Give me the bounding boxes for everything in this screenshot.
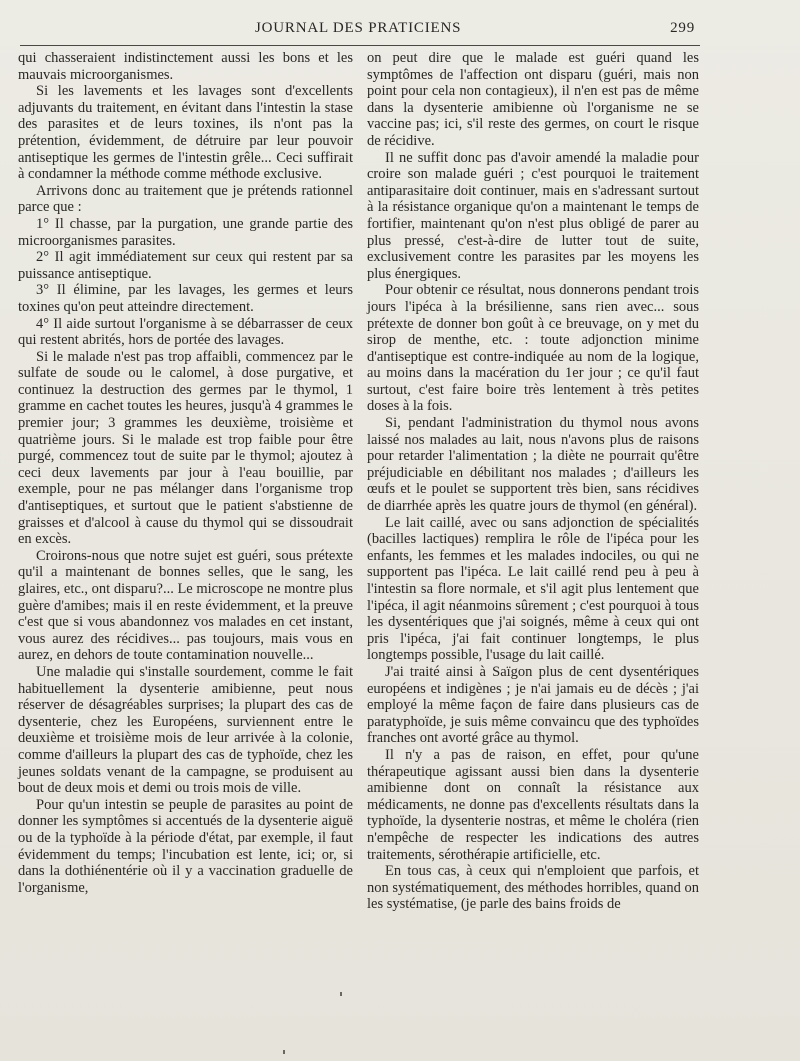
left-column — [18, 50, 353, 896]
right-column — [367, 50, 699, 913]
list-item: 4° Il aide surtout l'organisme à se débarrasser de ceux qui restent abrités, hors de portée des lavages. — [18, 315, 353, 349]
journal-title: JOURNAL DES PRATICIENS — [255, 20, 462, 36]
header-rule — [20, 45, 700, 46]
paragraph: Pour qu'un intestin se peuple de parasites au point de donner les symptômes si accentués de la dysenterie aiguë ou de la typhoïde à la période d'état, par exemple, il faut évidemment du temps; l'incubation est lente, ici; or, si dans la dothiénentérie où il y a vaccination graduelle de l'organisme, — [18, 796, 353, 896]
paragraph: Si les lavements et les lavages sont d'excellents adjuvants du traitement, en évitant dans l'intestin la stase des parasites et de leurs toxines, ils n'ont pas la prétention, évidemment, de détruire par leur pouvoir antiseptique les germes de l'intestin grêle... Ceci suffirait à condamner la méthode comme méthode exclusive. — [18, 83, 353, 183]
paragraph: Croirons-nous que notre sujet est guéri, sous prétexte qu'il a maintenant de bonnes selles, que le sang, les glaires, etc., ont disparu?... Le microscope ne montre plus guère d'amibes; mais il en reste évidemment, et la preuve c'est que si vous abandonnez vos malades en cet instant, vous aurez des récidives... pas toujours, mais vous en aurez, en dehors de toute contamination nouvelle... — [18, 547, 354, 664]
paragraph: Il n'y a pas de raison, en effet, pour qu'une thérapeutique agissant aussi bien dans la dysenterie amibienne dont on connaît la résistance aux médicaments, ne donne pas d'excellents résultats dans la typhoïde, la dysenterie nostras, et même le choléra (rien n'empêche de respecter les indications des autres traitements, sérothérapie artificielle, etc. — [367, 746, 699, 863]
list-item: 1° Il chasse, par la purgation, une grande partie des microorganismes parasites. — [18, 215, 353, 249]
paragraph: Arrivons donc au traitement que je prétends rationnel parce que : — [18, 182, 353, 216]
paragraph: En tous cas, à ceux qui n'emploient que parfois, et non systématiquement, des méthodes horribles, quand on les systématise, (je parle des bains froids de — [367, 863, 699, 913]
list-item: 2° Il agit immédiatement sur ceux qui restent par sa puissance antiseptique. — [18, 249, 353, 282]
paragraph: Pour obtenir ce résultat, nous donnerons pendant trois jours l'ipéca à la brésilienne, sans rien avec... sous prétexte de donner bon goût à ce breuvage, on y met du sirop de menthe, etc. : toute adjonction minime d'antiseptique est contre-indiquée au nom de la logique, au moins dans la macération du 1er jour ; ce qu'il faut surtout, c'est faire boire très lentement à très petites doses à la fois. — [367, 282, 699, 415]
paragraph: on peut dire que le malade est guéri quand les symptômes de l'affection ont disparu (guéri, mais non point pour cela non contagieux), il n'en est pas de même dans la dysenterie amibienne où l'organisme ne se vaccine pas; ici, s'il reste des germes, on court le risque de récidive. — [367, 50, 699, 149]
paragraph: qui chasseraient indistinctement aussi les bons et les mauvais microorganismes. — [18, 50, 353, 83]
paragraph: Si, pendant l'administration du thymol nous avons laissé nos malades au lait, nous n'avons plus de raisons pour retarder l'alimentation ; la diète ne pourrait qu'être préjudiciable en débilitant nos malades ; d'ailleurs les œufs et le poulet se supportent très bien, sans récidives de diarrhée après les quatre jours de thymol (en général). — [367, 415, 699, 515]
running-head — [255, 20, 695, 40]
paragraph: Le lait caillé, avec ou sans adjonction de spécialités (bacilles lactiques) remplira le rôle de l'ipéca pour les enfants, les femmes et les malades indociles, ou qui ne supportent pas l'ipéca. Le lait caillé rend peu à peu à l'intestin sa flore normale, et s'il agit plus lentement que l'ipéca, il agit néanmoins sûrement ; c'est pourquoi à tous les dysentériques que j'ai soignés, même à ceux qui ont pris l'ipéca, j'ai fait continuer longtemps, le plus longtemps possible, l'usage du lait caillé. — [367, 514, 699, 664]
page-number: 299 — [670, 20, 695, 36]
list-item: 3° Il élimine, par les lavages, les germes et leurs toxines qu'on peut atteindre directement. — [18, 282, 353, 315]
paragraph: Il ne suffit donc pas d'avoir amendé la maladie pour croire son malade guéri ; c'est pourquoi le traitement antiparasitaire doit continuer, mais en s'adressant surtout à la résistance organique qu'on a maintenant le temps de fortifier, maintenant qu'on n'est plus obligé de parer au plus pressé, c'est-à-dire de lutter tout de suite, exclusivement contre les parasites par les moyens les plus énergiques. — [367, 149, 699, 282]
paragraph: J'ai traité ainsi à Saïgon plus de cent dysentériques européens et indigènes ; je n'ai jamais eu de décès ; j'ai employé la même façon de faire dans plusieurs cas de paratyphoïde, je suis même convaincu que des typhoïdes franches ont avorté grâce au thymol. — [367, 663, 699, 747]
paragraph: Si le malade n'est pas trop affaibli, commencez par le sulfate de soude ou le calomel, à dose purgative, et continuez la destruction des germes par le thymol, 1 gramme en cachet toutes les heures, jusqu'à 4 grammes le premier jour; 3 grammes les deuxième, troisième et quatrième jours. Si le malade est trop faible pour être purgé, commencez tout de suite par le thymol; ajoutez à ceci deux lavements par jour à l'eau bouillie, par exemple, pour ne pas mélanger dans l'organisme trop d'antiseptiques, et surtout que le patient s'abstienne de graisses et d'alcool à cause du thymol qui se dissoudrait en excès. — [18, 348, 353, 548]
paragraph: Une maladie qui s'installe sourdement, comme le fait habituellement la dysenterie amibienne, peut nous réserver de désagréables surprises; la plupart des cas de dysenterie, chez les Européens, surviennent entre le deuxième et troisième mois de leur arrivée à la colonie, comme d'ailleurs la plupart des cas de typhoïde, chez les jeunes soldats venant de la campagne, se produisent au bout de deux mois et demi ou trois mois de ville. — [18, 663, 353, 797]
print-speck — [283, 1050, 285, 1054]
print-speck — [340, 992, 342, 996]
